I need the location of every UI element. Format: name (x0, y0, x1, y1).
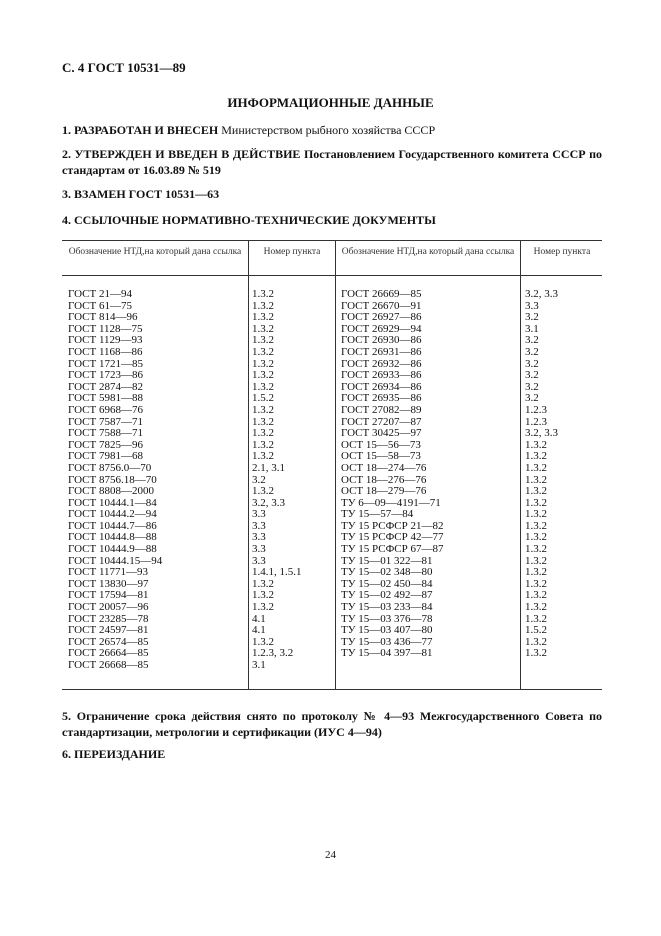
table-cell: ТУ 15—02 348—80 (341, 566, 433, 579)
table-cell: 1.3.2 (525, 647, 547, 660)
header-point-left: Номер пункта (263, 247, 321, 257)
table-cell: ОСТ 18—279—76 (341, 485, 427, 498)
table-cell: 4.1 (252, 624, 266, 637)
table-cell: ГОСТ 61—75 (68, 299, 132, 312)
table-cell: ТУ 15—03 376—78 (341, 612, 433, 625)
table-cell: ГОСТ 24597—81 (68, 624, 149, 637)
table-cell: ГОСТ 10444.7—86 (68, 519, 157, 532)
table-cell: 3.2 (525, 334, 539, 347)
table-cell: ГОСТ 20057—96 (68, 601, 149, 614)
table-cell: 1.3.2 (252, 369, 274, 382)
table-cell: ГОСТ 10444.15—94 (68, 554, 163, 567)
table-cell: ТУ 6—09—4191—71 (341, 496, 441, 509)
table-cell: 1.3.2 (525, 496, 547, 509)
table-cell: ОСТ 18—274—76 (341, 461, 427, 474)
table-cell: ГОСТ 11771—93 (68, 566, 149, 579)
table-cell: 3.3 (252, 531, 266, 544)
table-cell: 4.1 (252, 612, 266, 625)
table-cell: 1.3.2 (525, 554, 547, 567)
table-cell: 3.2 (525, 357, 539, 370)
table-cell: ТУ 15—02 450—84 (341, 577, 433, 590)
table-cell: ГОСТ 26669—85 (341, 288, 422, 300)
left-docs-column (68, 289, 162, 672)
table-cell: ГОСТ 21—94 (68, 288, 132, 300)
table-cell: 1.3.2 (252, 357, 274, 370)
table-cell: 1.3.2 (252, 577, 274, 590)
header-doc-right: Обозначение НТД,на который дана ссылка (341, 247, 515, 257)
table-cell: ГОСТ 26668—85 (68, 659, 149, 671)
table-cell: 3.3 (252, 554, 266, 567)
table-cell: 1.5.2 (252, 392, 274, 405)
table-cell: 1.3.2 (252, 601, 274, 614)
table-cell: ОСТ 18—276—76 (341, 473, 427, 486)
table-cell: 1.3.2 (252, 299, 274, 312)
table-cell: 1.3.2 (252, 450, 274, 463)
header-point-right: Номер пункта (533, 247, 591, 257)
table-cell: ГОСТ 26933—86 (341, 369, 422, 382)
table-cell: 1.3.2 (252, 322, 274, 335)
table-cell: 1.3.2 (252, 427, 274, 440)
table-cell: ГОСТ 26927—86 (341, 311, 422, 324)
table-cell: 1.3.2 (525, 577, 547, 590)
table-cell: 1.3.2 (252, 288, 274, 300)
table-cell: ГОСТ 26670—91 (341, 299, 422, 312)
table-header-divider (62, 275, 602, 276)
table-cell: ГОСТ 7588—71 (68, 427, 143, 440)
table-divider (335, 241, 336, 689)
table-cell: ГОСТ 13830—97 (68, 577, 149, 590)
table-divider (248, 241, 249, 689)
reference-table (62, 240, 602, 690)
table-cell: 3.3 (252, 543, 266, 556)
right-points-column (525, 289, 558, 660)
table-cell: 3.3 (252, 519, 266, 532)
table-cell: ГОСТ 10444.9—88 (68, 543, 157, 556)
table-cell: ГОСТ 1168—86 (68, 345, 143, 358)
table-cell: 3.2 (525, 345, 539, 358)
table-cell: ГОСТ 10444.2—94 (68, 508, 157, 521)
table-cell: ГОСТ 26574—85 (68, 635, 149, 648)
table-cell: ТУ 15—01 322—81 (341, 554, 433, 567)
item-4: 4. ССЫЛОЧНЫЕ НОРМАТИВНО-ТЕХНИЧЕСКИЕ ДОКУМЕНТЫ (62, 213, 436, 227)
header-doc-left: Обозначение НТД,на который дана ссылка (68, 247, 242, 257)
table-cell: ГОСТ 26664—85 (68, 647, 149, 660)
table-cell: ГОСТ 6968—76 (68, 403, 143, 416)
table-cell: 2.1, 3.1 (252, 461, 285, 474)
table-cell: ГОСТ 1723—86 (68, 369, 143, 382)
table-cell: 1.3.2 (525, 612, 547, 625)
table-cell: ГОСТ 10444.1—84 (68, 496, 157, 509)
table-cell: 1.3.2 (525, 531, 547, 544)
table-cell: 1.4.1, 1.5.1 (252, 566, 302, 579)
table-cell: 1.2.3 (525, 415, 547, 428)
table-cell: ГОСТ 8756.18—70 (68, 473, 157, 486)
table-cell: 1.3.2 (525, 543, 547, 556)
table-cell: ГОСТ 27207—87 (341, 415, 422, 428)
table-cell: ОСТ 15—56—73 (341, 438, 421, 451)
item-5: 5. Ограничение срока действия снято по протоколу № 4—93 Межгосударственного Совета по стандартизации, метрологии и сертификации (ИУС 4—94) (62, 709, 602, 739)
table-cell: 1.3.2 (525, 473, 547, 486)
table-cell: ГОСТ 7981—68 (68, 450, 143, 463)
table-cell: ТУ 15—57—84 (341, 508, 414, 521)
right-docs-column (341, 289, 444, 660)
table-cell: ТУ 15 РСФСР 42—77 (341, 531, 444, 544)
table-cell: ГОСТ 2874—82 (68, 380, 143, 393)
table-cell: ГОСТ 26929—94 (341, 322, 422, 335)
item-2: 2. УТВЕРЖДЕН И ВВЕДЕН В ДЕЙСТВИЕ Постановлением Государственного комитета СССР по стандартам от 16.03.89 № 519 (62, 147, 603, 177)
item-6: 6. ПЕРЕИЗДАНИЕ (62, 747, 166, 761)
table-cell: ГОСТ 7825—96 (68, 438, 143, 451)
table-cell: 1.2.3 (525, 403, 547, 416)
table-cell: ГОСТ 26934—86 (341, 380, 422, 393)
table-cell: 3.1 (525, 322, 539, 335)
table-cell: 1.3.2 (252, 415, 274, 428)
table-cell: 1.3.2 (252, 635, 274, 648)
table-cell: 1.3.2 (525, 601, 547, 614)
table-cell: 3.2 (525, 311, 539, 324)
table-cell: 1.2.3, 3.2 (252, 647, 294, 660)
table-cell: ГОСТ 10444.8—88 (68, 531, 157, 544)
table-cell: ТУ 15—03 233—84 (341, 601, 433, 614)
table-cell: ГОСТ 17594—81 (68, 589, 149, 602)
table-cell: ГОСТ 8756.0—70 (68, 461, 152, 474)
table-cell: 1.3.2 (525, 566, 547, 579)
table-cell: 1.3.2 (525, 485, 547, 498)
table-cell: ТУ 15 РСФСР 21—82 (341, 519, 444, 532)
table-cell: ТУ 15—04 397—81 (341, 647, 433, 660)
table-cell: 3.2 (252, 473, 266, 486)
table-cell: 1.3.2 (252, 311, 274, 324)
table-cell: ГОСТ 5981—88 (68, 392, 143, 405)
table-cell: ГОСТ 1721—85 (68, 357, 143, 370)
table-cell: 1.3.2 (252, 345, 274, 358)
table-cell: 3.2 (525, 380, 539, 393)
table-cell: ОСТ 15—58—73 (341, 450, 421, 463)
table-cell: 1.3.2 (525, 519, 547, 532)
table-cell: 1.3.2 (252, 380, 274, 393)
table-cell: 1.3.2 (252, 438, 274, 451)
table-cell: 3.2 (525, 369, 539, 382)
left-points-column (252, 289, 302, 672)
table-cell: ТУ 15—03 407—80 (341, 624, 433, 637)
table-cell: 1.3.2 (252, 334, 274, 347)
table-cell: 3.1 (252, 659, 266, 671)
table-cell: ГОСТ 26932—86 (341, 357, 422, 370)
document-title: ИНФОРМАЦИОННЫЕ ДАННЫЕ (227, 95, 434, 110)
table-cell: 1.3.2 (525, 508, 547, 521)
table-cell: ГОСТ 27082—89 (341, 403, 422, 416)
item-1: 1. РАЗРАБОТАН И ВНЕСЕН Министерством рыбного хозяйства СССР (62, 123, 436, 137)
page-number: 24 (325, 849, 336, 861)
table-cell: 1.3.2 (525, 635, 547, 648)
table-cell: ГОСТ 23285—78 (68, 612, 149, 625)
table-cell: ГОСТ 26930—86 (341, 334, 422, 347)
table-cell: ГОСТ 1128—75 (68, 322, 143, 335)
table-cell: ТУ 15—03 436—77 (341, 635, 433, 648)
table-cell: 3.3 (252, 508, 266, 521)
table-divider (520, 241, 521, 689)
table-cell: ГОСТ 8808—2000 (68, 485, 154, 498)
table-cell: 3.2, 3.3 (525, 288, 558, 300)
table-cell: 3.2, 3.3 (252, 496, 285, 509)
table-cell: ГОСТ 7587—71 (68, 415, 143, 428)
table-cell: ГОСТ 26935—86 (341, 392, 422, 405)
table-cell: 1.3.2 (525, 438, 547, 451)
table-cell: 3.2, 3.3 (525, 427, 558, 440)
table-cell: 1.3.2 (252, 403, 274, 416)
table-cell: 1.5.2 (525, 624, 547, 637)
table-cell: 1.3.2 (525, 589, 547, 602)
table-cell: 1.3.2 (525, 450, 547, 463)
table-cell: ГОСТ 814—96 (68, 311, 138, 324)
table-cell: 1.3.2 (525, 461, 547, 474)
table-cell: 3.3 (525, 299, 539, 312)
item-3: 3. ВЗАМЕН ГОСТ 10531—63 (62, 187, 220, 201)
table-cell: ГОСТ 1129—93 (68, 334, 143, 347)
table-cell: 1.3.2 (252, 485, 274, 498)
table-cell: ТУ 15 РСФСР 67—87 (341, 543, 444, 556)
table-cell: 1.3.2 (252, 589, 274, 602)
page-header: С. 4 ГОСТ 10531—89 (62, 60, 186, 75)
table-cell: ТУ 15—02 492—87 (341, 589, 433, 602)
table-cell: ГОСТ 30425—97 (341, 427, 422, 440)
table-cell: 3.2 (525, 392, 539, 405)
table-cell: ГОСТ 26931—86 (341, 345, 422, 358)
